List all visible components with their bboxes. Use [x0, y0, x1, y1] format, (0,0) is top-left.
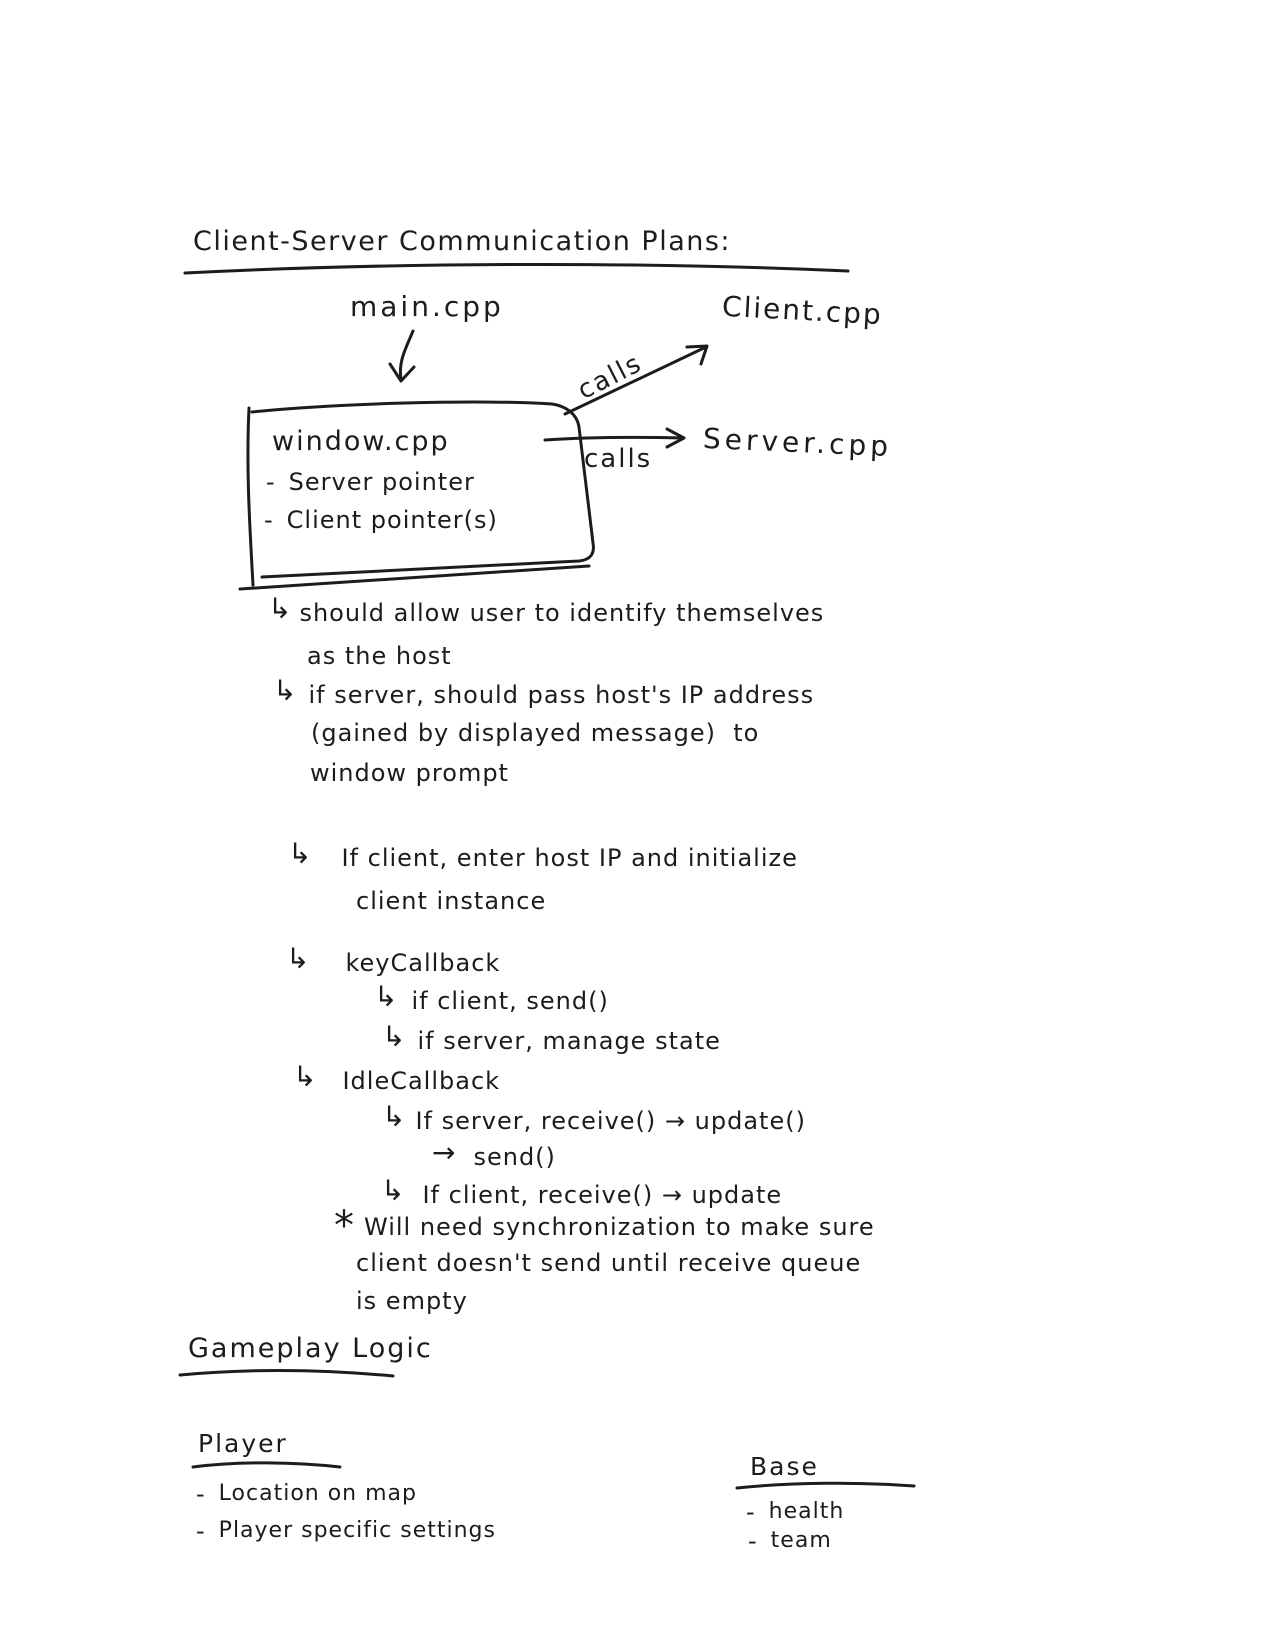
- note-text: if server, should pass host's IP address: [308, 681, 815, 709]
- window-box-item: [264, 506, 498, 534]
- player-item-label: Player specific settings: [218, 1518, 496, 1543]
- note-text: window prompt: [310, 759, 509, 787]
- window-box-left-edge: [248, 408, 253, 585]
- base-item: [748, 1527, 832, 1555]
- branch-arrow-icon: ↳: [374, 980, 398, 1013]
- note-line: [382, 1100, 806, 1136]
- player-item-label: Location on map: [218, 1481, 417, 1506]
- dash-icon: -: [196, 1517, 205, 1545]
- note-line: [334, 1203, 875, 1249]
- note-text: if server, manage state: [417, 1027, 721, 1055]
- base-underline: [737, 1483, 914, 1488]
- dash-icon: -: [748, 1527, 757, 1555]
- branch-arrow-icon: ↳: [273, 674, 297, 707]
- base-heading: Base: [750, 1452, 819, 1481]
- player-item: [196, 1517, 496, 1545]
- node-server-cpp: Server.cpp: [702, 421, 893, 464]
- branch-arrow-icon: ↳: [381, 1174, 405, 1207]
- note-text: should allow user to identify themselves: [299, 599, 825, 627]
- note-text: keyCallback: [345, 949, 501, 977]
- note-line: [288, 837, 798, 873]
- note-line: [293, 1060, 501, 1096]
- base-item-label: team: [770, 1528, 832, 1553]
- branch-arrow-icon: ↳: [288, 837, 312, 870]
- window-box-item-label: Client pointer(s): [286, 506, 498, 534]
- note-text: IdleCallback: [342, 1067, 501, 1095]
- calls-server-arrow: [545, 437, 683, 440]
- node-client-cpp: Client.cpp: [721, 289, 884, 332]
- note-line: [310, 758, 509, 788]
- branch-arrow-icon: ↳: [268, 592, 292, 625]
- note-line: [286, 942, 501, 978]
- calls-server-arrowhead: [667, 429, 684, 447]
- main-to-window-arrowhead: [390, 364, 414, 381]
- note-text: client doesn't send until receive queue: [356, 1249, 862, 1277]
- base-item-label: health: [768, 1499, 845, 1524]
- calls-label-client: calls: [572, 348, 648, 406]
- main-to-window-arrow: [400, 331, 413, 379]
- note-line: [273, 674, 815, 710]
- note-text: as the host: [307, 642, 452, 670]
- note-text: if client, send(): [411, 987, 609, 1015]
- dash-icon: -: [196, 1480, 205, 1508]
- note-line: [307, 641, 452, 671]
- window-box-bottom-stroke: [240, 566, 589, 589]
- player-item: [196, 1480, 417, 1508]
- dash-icon: -: [266, 468, 275, 496]
- branch-arrow-icon: ↳: [382, 1100, 406, 1133]
- dash-icon: -: [264, 506, 273, 534]
- note-text: is empty: [356, 1287, 468, 1315]
- note-line: [356, 886, 546, 916]
- note-text: If client, enter host IP and initialize: [341, 844, 798, 872]
- node-main-cpp: main.cpp: [350, 290, 504, 323]
- note-text: If client, receive() → update: [422, 1181, 783, 1209]
- note-line: [374, 980, 609, 1016]
- note-line: [356, 1248, 861, 1278]
- page-title: Client-Server Communication Plans:: [193, 226, 732, 257]
- branch-arrow-icon: ↳: [382, 1020, 406, 1053]
- note-text: (gained by displayed message) to: [311, 719, 760, 747]
- base-item: [746, 1498, 844, 1526]
- note-line: [356, 1286, 468, 1316]
- gameplay-underline: [180, 1371, 393, 1376]
- gameplay-logic-heading: Gameplay Logic: [188, 1333, 433, 1364]
- window-box-item-label: Server pointer: [288, 468, 475, 496]
- branch-arrow-icon: ↳: [293, 1060, 317, 1093]
- note-line: [432, 1136, 556, 1172]
- window-box-title: window.cpp: [272, 426, 450, 457]
- calls-label-server: calls: [584, 444, 653, 474]
- window-box-item: [266, 468, 475, 496]
- note-text: Will need synchronization to make sure: [364, 1213, 875, 1241]
- note-text: send(): [473, 1143, 556, 1171]
- title-underline: [185, 264, 848, 273]
- branch-arrow-icon: ↳: [286, 942, 310, 975]
- dash-icon: -: [746, 1498, 755, 1526]
- note-text: If server, receive() → update(): [415, 1107, 806, 1135]
- arrow-right-icon: →: [432, 1136, 456, 1169]
- player-heading: Player: [198, 1429, 288, 1458]
- note-text: client instance: [356, 887, 547, 915]
- note-line: [268, 592, 825, 628]
- player-underline: [193, 1463, 340, 1467]
- note-line: [311, 718, 759, 748]
- note-line: [381, 1174, 783, 1210]
- note-line: [382, 1020, 721, 1056]
- asterisk-icon: *: [334, 1203, 354, 1249]
- calls-client-arrowhead: [687, 346, 707, 364]
